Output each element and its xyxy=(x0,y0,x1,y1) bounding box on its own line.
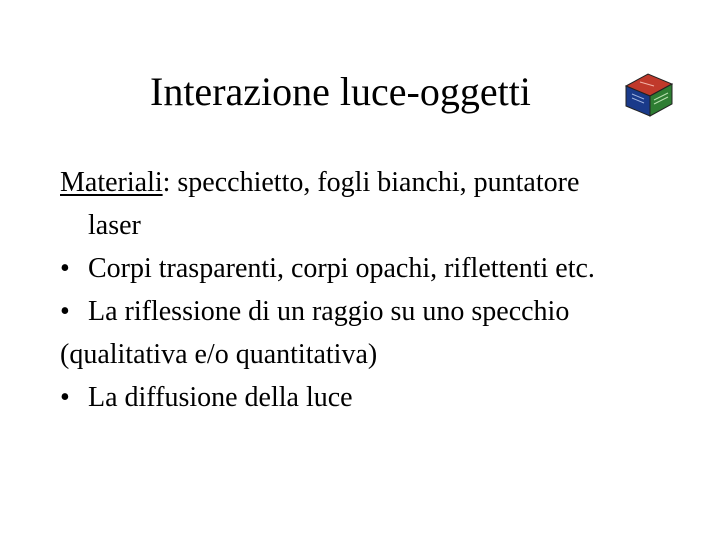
materials-text: : specchietto, fogli bianchi, puntatore xyxy=(162,167,580,198)
bullet-marker: • xyxy=(60,382,70,413)
bullet-item xyxy=(60,290,710,333)
colored-cube-logo-icon xyxy=(620,68,676,118)
slide-title: Interazione luce-oggetti xyxy=(150,69,531,114)
slide-body xyxy=(60,161,710,419)
materials-continuation: laser xyxy=(88,210,141,241)
materials-label: Materiali xyxy=(60,167,163,198)
bullet-marker: • xyxy=(60,296,70,327)
bullet-text: Corpi trasparenti, corpi opachi, riflettenti etc. xyxy=(88,253,595,284)
bullet-marker: • xyxy=(60,253,70,284)
materials-line xyxy=(60,161,710,204)
bullet-text: La diffusione della luce xyxy=(88,382,353,413)
bullet-item xyxy=(60,247,710,290)
bullet-text: La riflessione di un raggio su uno specchio xyxy=(88,296,570,327)
bullet-item xyxy=(60,376,710,419)
plain-line: (qualitativa e/o quantitativa) xyxy=(60,339,378,370)
